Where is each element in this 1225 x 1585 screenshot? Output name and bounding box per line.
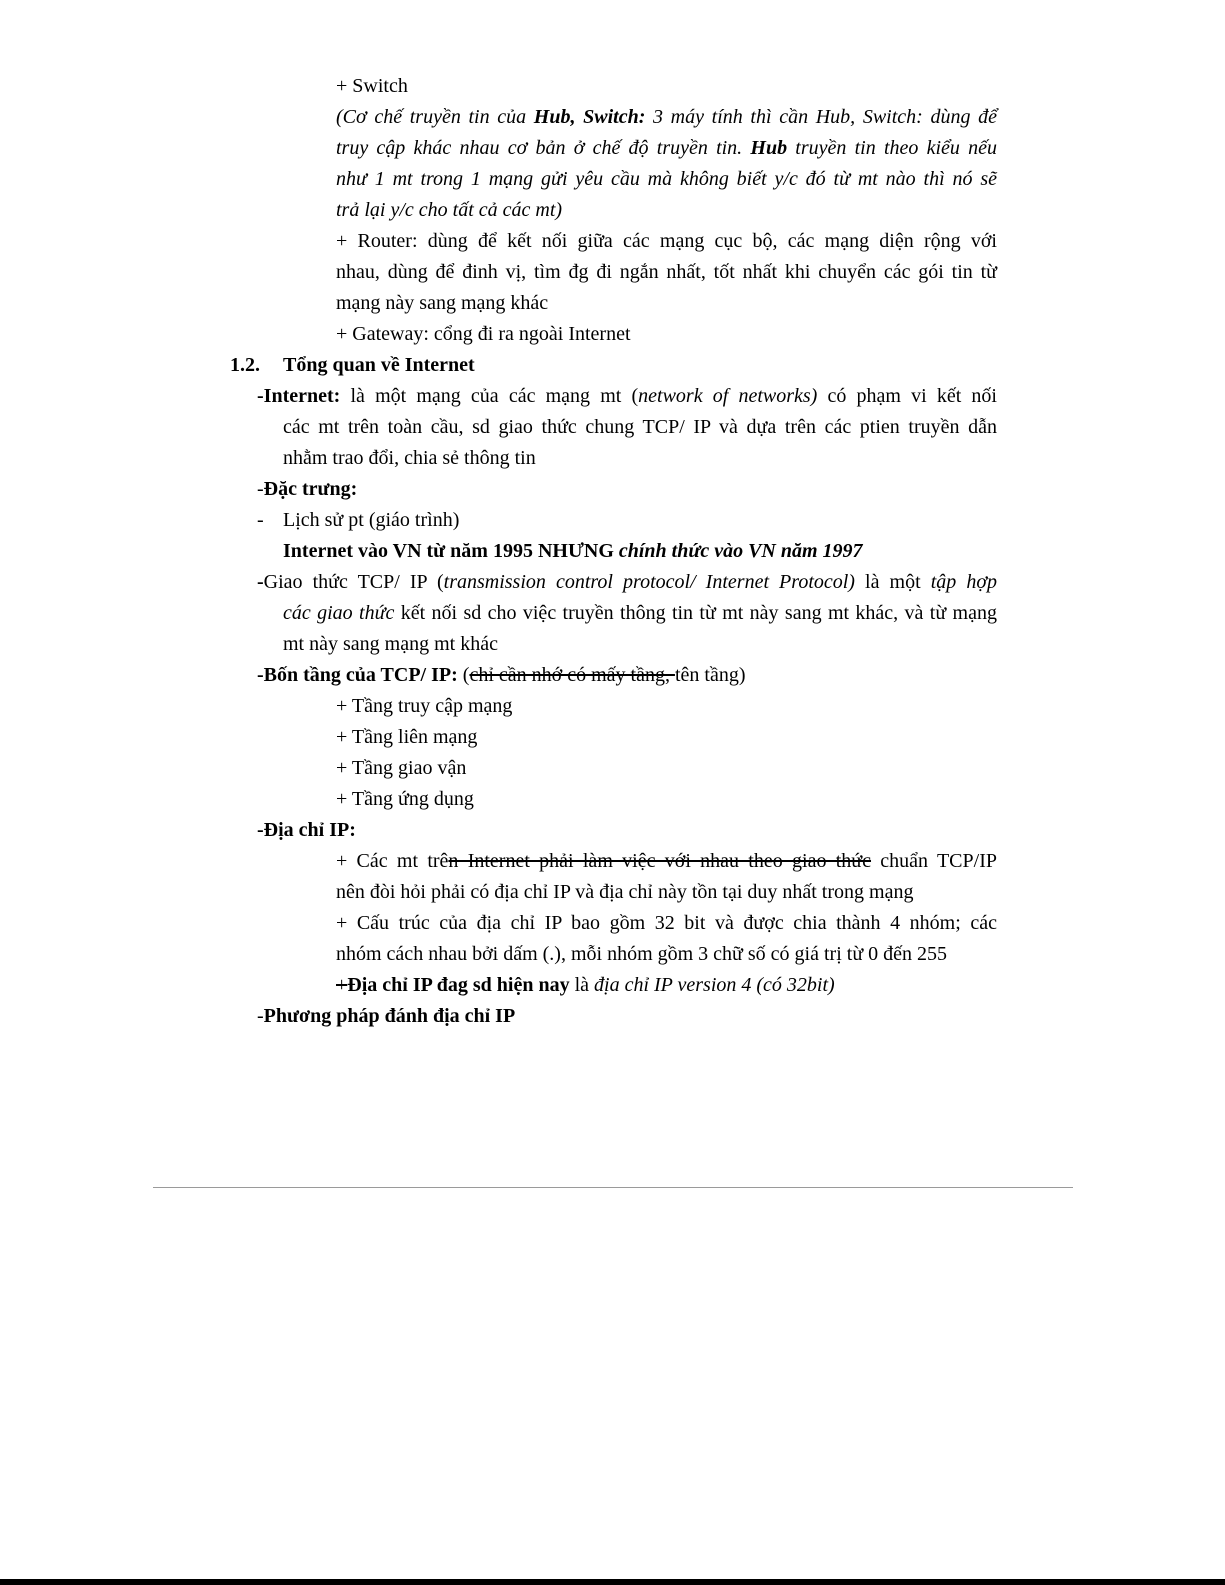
- ip-address-p1-line-1: + Các mt trên Internet phải làm việc với nhau theo giao thức chuẩn TCP/IP: [336, 850, 997, 872]
- ip-address-p3: +Địa chỉ IP đag sd hiện nay là địa chỉ IP version 4 (có 32bit): [336, 974, 835, 996]
- tcpip-line-3: mt này sang mạng mt khác: [283, 633, 498, 655]
- layer-item: + Tầng giao vận: [336, 757, 467, 779]
- history-note: Internet vào VN từ năm 1995 NHƯNG chính thức vào VN năm 1997: [283, 540, 863, 562]
- tcpip-line-2: các giao thức kết nối sd cho việc truyền thông tin từ mt này sang mt khác, và từ mạng: [283, 602, 997, 624]
- layer-item: + Tầng liên mạng: [336, 726, 478, 748]
- internet-definition-line-2: các mt trên toàn cầu, sd giao thức chung TCP/ IP và dựa trên các ptien truyền dẫn: [283, 416, 997, 438]
- hub-note-line-2: truy cập khác nhau cơ bản ở chế độ truyền tin. Hub truyền tin theo kiểu nếu: [336, 137, 997, 159]
- history-bullet: -: [257, 509, 264, 531]
- router-line-3: mạng này sang mạng khác: [336, 292, 549, 314]
- internet-definition-line-3: nhằm trao đổi, chia sẻ thông tin: [283, 447, 536, 469]
- layer-item: + Tầng truy cập mạng: [336, 695, 513, 717]
- ip-address-heading: -Địa chỉ IP:: [257, 819, 356, 841]
- ip-address-p2-line-2: nhóm cách nhau bởi dấm (.), mỗi nhóm gồm 3 chữ số có giá trị từ 0 đến 255: [336, 943, 948, 965]
- footer-divider: [153, 1187, 1073, 1188]
- internet-definition-line-1: -Internet: là một mạng của các mạng mt (network of networks) có phạm vi kết nối: [257, 385, 997, 407]
- layer-item: + Tầng ứng dụng: [336, 788, 474, 810]
- hub-note-line-1: (Cơ chế truyền tin của Hub, Switch: 3 máy tính thì cần Hub, Switch: dùng để: [336, 106, 998, 128]
- hub-note-line-3: như 1 mt trong 1 mạng gửi yêu cầu mà không biết y/c đó từ mt nào thì nó sẽ: [336, 168, 997, 190]
- history-text: Lịch sử pt (giáo trình): [283, 509, 460, 531]
- hub-note-line-4: trả lại y/c cho tất cả các mt): [336, 199, 563, 221]
- section-number: 1.2.: [230, 354, 260, 376]
- tcpip-line-1: -Giao thức TCP/ IP (transmission control protocol/ Internet Protocol) là một tập hợp: [257, 571, 997, 593]
- page-bottom-edge: [0, 1579, 1225, 1585]
- ip-address-p1-line-2: nên đòi hỏi phải có địa chỉ IP và địa chỉ này tồn tại duy nhất trong mạng: [336, 881, 914, 903]
- layers-heading: -Bốn tầng của TCP/ IP: (chỉ cần nhớ có mấy tầng, tên tầng): [257, 664, 746, 686]
- router-line-1: + Router: dùng để kết nối giữa các mạng cục bộ, các mạng diện rộng với: [336, 230, 997, 252]
- list-item-gateway: + Gateway: cổng đi ra ngoài Internet: [336, 323, 631, 345]
- features-heading: -Đặc trưng:: [257, 478, 358, 500]
- section-title: Tổng quan về Internet: [283, 354, 475, 376]
- addressing-heading: -Phương pháp đánh địa chỉ IP: [257, 1005, 516, 1027]
- ip-address-p2-line-1: + Cấu trúc của địa chỉ IP bao gồm 32 bit và được chia thành 4 nhóm; các: [336, 912, 997, 934]
- router-line-2: nhau, dùng để đinh vị, tìm đg đi ngắn nhất, tốt nhất khi chuyển các gói tin từ: [336, 261, 997, 283]
- list-item-switch: + Switch: [336, 75, 408, 97]
